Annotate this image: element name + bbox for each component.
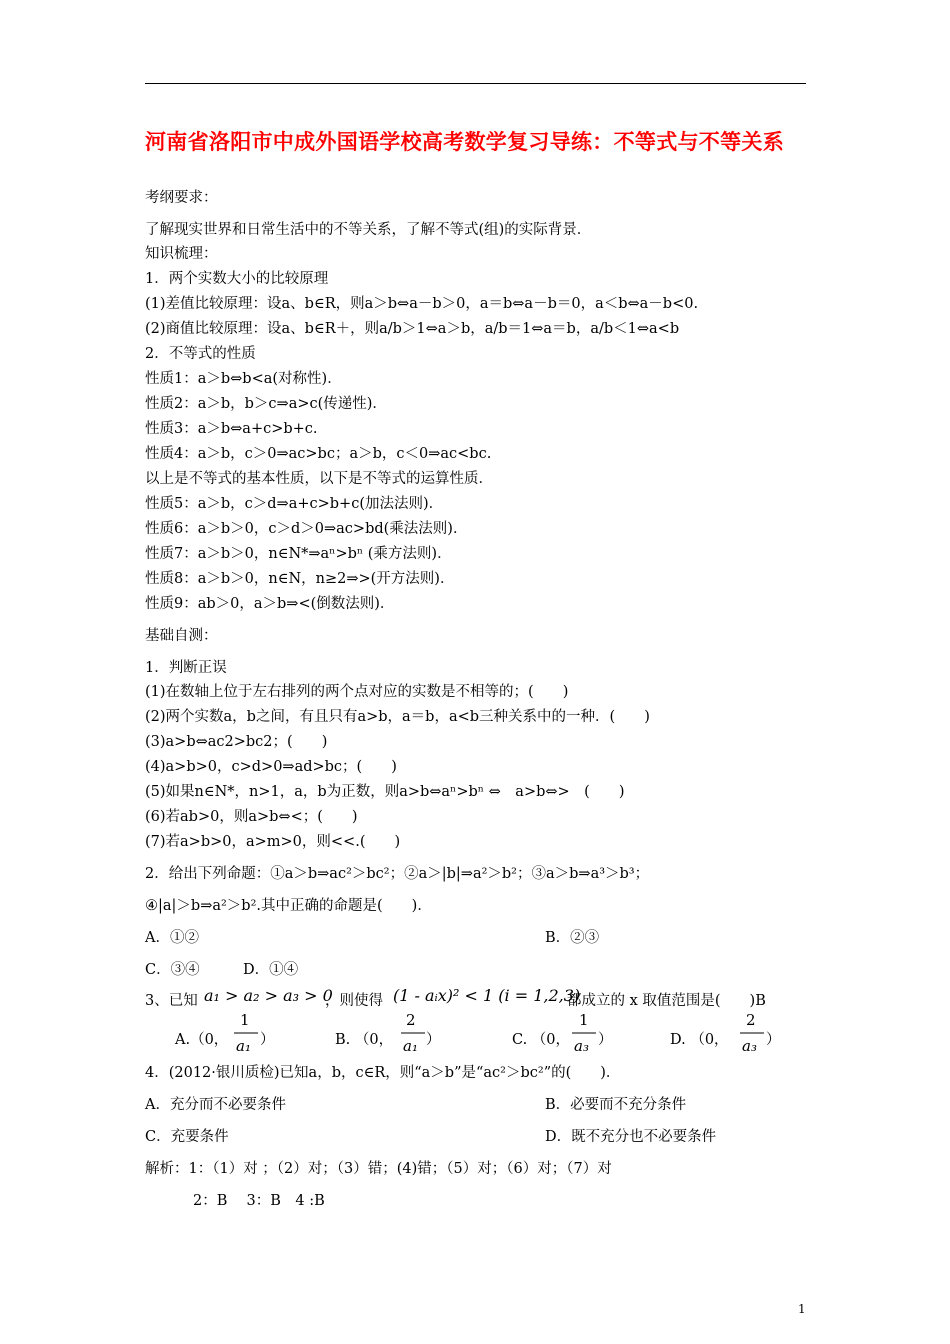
question-1-item-3: (3)a>b⇔ac2>bc2；( ) (145, 734, 328, 750)
question-3-choice-a-close: ） (260, 1032, 275, 1048)
question-3-tail: 都成立的 x 取值范围是( )B (567, 993, 766, 1009)
question-3-choice-d-numerator: 2 (746, 1011, 756, 1029)
question-2-stem-cont: ④|a|＞b⇒a²＞b².其中正确的命题是( )． (145, 898, 432, 914)
property-9: 性质9：ab＞0，a＞b⇒<(倒数法则)． (145, 596, 395, 612)
question-2-option-d: D．①④ (243, 962, 299, 978)
question-3-choice-a-numerator: 1 (240, 1011, 250, 1029)
property-4: 性质4：a＞b，c＞0⇒ac>bc；a＞b，c＜0⇒ac<bc. (145, 446, 492, 462)
outline-text: 了解现实世界和日常生活中的不等关系，了解不等式(组)的实际背景． (145, 222, 592, 238)
property-1: 性质1：a＞b⇔b<a(对称性)． (145, 371, 342, 387)
page-number: 1 (798, 1302, 806, 1316)
question-1-item-5: (5)如果n∈N*，n>1，a，b为正数，则a>b⇔aⁿ>bⁿ ⇔ a>b⇔> ( ) (145, 784, 625, 800)
document-title: 河南省洛阳市中成外国语学校高考数学复习导练：不等式与不等关系 (145, 130, 784, 154)
question-1-item-1: (1)在数轴上位于左右排列的两个点对应的实数是不相等的；( ) (145, 684, 569, 700)
question-3-choice-b-label: B. （0， (335, 1032, 394, 1048)
question-3-lead: 3、已知 (145, 993, 198, 1009)
properties-transition: 以上是不等式的基本性质，以下是不等式的运算性质． (145, 471, 493, 487)
question-3-choice-a-denominator: a₁ (236, 1037, 251, 1055)
outline-heading: 考纲要求： (145, 190, 218, 206)
question-1-item-2: (2)两个实数a，b之间，有且只有a>b，a＝b，a<b三种关系中的一种．( ) (145, 709, 650, 725)
question-4-option-b: B．必要而不充分条件 (545, 1097, 687, 1113)
property-2: 性质2：a＞b，b＞c⇒a>c(传递性)． (145, 396, 387, 412)
question-3-condition: a₁ > a₂ > a₃ > 0 (204, 986, 333, 1005)
question-3-choice-c-numerator: 1 (579, 1011, 589, 1029)
question-1-item-6: (6)若ab>0，则a>b⇔<；( ) (145, 809, 358, 825)
question-3-choice-d-label: D. （0， (670, 1032, 729, 1048)
property-6: 性质6：a＞b＞0，c＞d＞0⇒ac>bd(乘法法则)． (145, 521, 468, 537)
answers-line-2: 2：B 3：B 4 :B (193, 1193, 325, 1209)
header-rule (145, 83, 806, 84)
question-3-choice-c-denominator: a₃ (574, 1037, 589, 1055)
property-7: 性质7：a＞b＞0，n∈N*⇒aⁿ>bⁿ (乘方法则)． (145, 546, 452, 562)
fraction-bar (740, 1032, 764, 1034)
question-3-choice-d-denominator: a₃ (742, 1037, 757, 1055)
fraction-bar (572, 1032, 596, 1034)
question-3-choice-d-close: ） (766, 1032, 781, 1048)
question-1-item-7: (7)若a>b>0，a>m>0，则<<.( ) (145, 834, 401, 850)
property-3: 性质3：a＞b⇔a+c>b+c. (145, 421, 318, 437)
question-1-heading: 1．判断正误 (145, 660, 227, 676)
question-3-choice-c-close: ） (598, 1032, 613, 1048)
self-test-heading: 基础自测： (145, 628, 218, 644)
question-2-option-c: C．③④ (145, 962, 200, 978)
answers-line-1: 解析：1：（1）对 ；（2）对；（3）错；(4)错；（5）对；（6）对；（7）对 (145, 1161, 612, 1177)
question-3-choice-b-denominator: a₁ (403, 1037, 418, 1055)
quotient-comparison: (2)商值比较原理：设a、b∈R＋，则a/b＞1⇔a＞b，a/b＝1⇔a＝b，a/b＜1⇔a<b (145, 321, 680, 337)
question-2-option-a: A．①② (145, 930, 199, 946)
fraction-bar (401, 1032, 425, 1034)
property-8: 性质8：a＞b＞0，n∈N，n≥2⇒>(开方法则)． (145, 571, 455, 587)
question-2-stem: 2．给出下列命题：①a＞b⇒ac²＞bc²；②a＞|b|⇒a²＞b²；③a＞b⇒a³＞b³； (145, 866, 650, 882)
property-5: 性质5：a＞b，c＞d⇒a+c>b+c(加法法则)． (145, 496, 444, 512)
question-3-choice-b-close: ） (426, 1032, 441, 1048)
question-4-stem: 4．(2012·银川质检)已知a，b，c∈R，则“a＞b”是“ac²＞bc²”的( )． (145, 1065, 621, 1081)
difference-comparison: (1)差值比较原理：设a、b∈R，则a＞b⇔a－b＞0，a＝b⇔a－b＝0，a＜b⇔a－b<0. (145, 296, 699, 312)
question-1-item-4: (4)a>b>0，c>d>0⇒ad>bc；( ) (145, 759, 397, 775)
question-4-option-c: C．充要条件 (145, 1129, 229, 1145)
question-3-mid: ，则使得 (325, 993, 383, 1009)
fraction-bar (234, 1032, 258, 1034)
question-3-choice-c-label: C. （0， (512, 1032, 571, 1048)
question-2-option-b: B．②③ (545, 930, 600, 946)
question-3-choice-a-label: A.（0， (175, 1032, 229, 1048)
question-4-option-d: D．既不充分也不必要条件 (545, 1129, 717, 1145)
question-3-choice-b-numerator: 2 (406, 1011, 416, 1029)
question-4-option-a: A．充分而不必要条件 (145, 1097, 286, 1113)
question-3-inequality: (1 - aᵢx)² < 1 (i = 1,2,3) (393, 986, 581, 1005)
knowledge-heading: 知识梳理： (145, 246, 218, 262)
section-1-heading: 1．两个实数大小的比较原理 (145, 271, 329, 287)
section-2-heading: 2．不等式的性质 (145, 346, 256, 362)
